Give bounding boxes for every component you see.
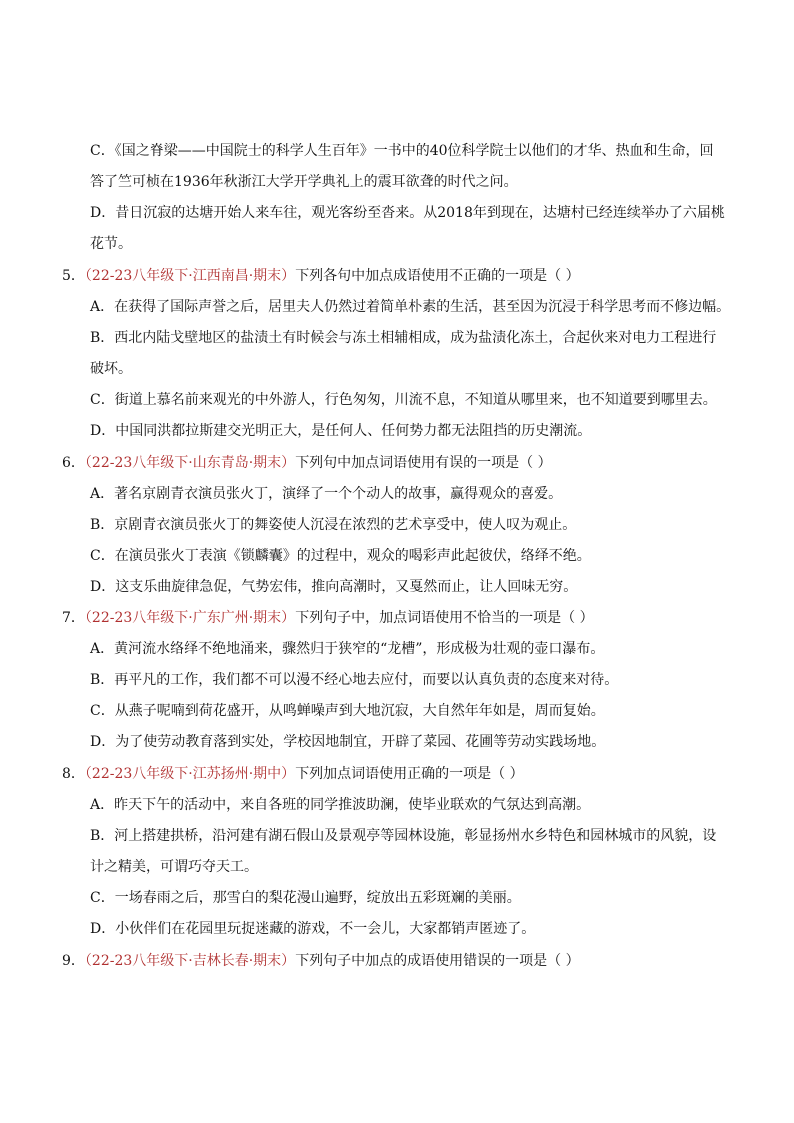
q5-option-b-line1: B．西北内陆戈壁地区的盐渍土有时候会与冻土相辅相成，成为盐渍化冻土，合起伙来对电力工程进行 <box>90 330 717 346</box>
question-source: （22-23八年级下·吉林长春·期末） <box>84 953 296 969</box>
question-source: （22-23八年级下·江西南昌·期末） <box>84 268 296 284</box>
question-5-stem <box>62 266 580 286</box>
q4-option-d-line1: D．昔日沉寂的达塘开始人来车往，观光客纷至沓来。从2018年到现在，达塘村已经连续举办了六届桃 <box>90 205 725 221</box>
question-9-stem <box>62 951 580 971</box>
q4-option-c-line2: 答了竺可桢在1936年秋浙江大学开学典礼上的震耳欲聋的时代之问。 <box>90 174 518 190</box>
q8-option-d: D．小伙伴们在花园里玩捉迷藏的游戏，不一会儿，大家都销声匿迹了。 <box>90 921 536 937</box>
q8-option-b-line1: B．河上搭建拱桥，沿河建有湖石假山及景观亭等园林设施，彰显扬州水乡特色和园林城市的风貌，设 <box>90 828 717 844</box>
question-text: 下列句中加点词语使用有误的一项是（ ） <box>295 455 552 471</box>
question-text: 下列句子中加点的成语使用错误的一项是（ ） <box>295 953 580 969</box>
q7-option-a: A．黄河流水络绎不绝地涌来，骤然归于狭窄的“龙槽”，形成极为壮观的壶口瀑布。 <box>90 641 605 657</box>
q8-option-c: C．一场春雨之后，那雪白的梨花漫山遍野，绽放出五彩斑斓的美丽。 <box>90 890 521 906</box>
question-6-stem <box>62 453 552 473</box>
question-8-stem <box>62 764 524 784</box>
q4-option-d-line2: 花节。 <box>90 236 132 252</box>
question-number: 9． <box>62 953 85 969</box>
q6-option-a: A．著名京剧青衣演员张火丁，演绎了一个个动人的故事，赢得观众的喜爱。 <box>90 486 563 502</box>
q7-option-b: B．再平凡的工作，我们都不可以漫不经心地去应付，而要以认真负责的态度来对待。 <box>90 672 619 688</box>
q6-option-d: D．这支乐曲旋律急促，气势宏伟，推向高潮时，又戛然而止，让人回味无穷。 <box>90 579 578 595</box>
question-number: 8． <box>62 766 85 782</box>
question-text: 下列加点词语使用正确的一项是（ ） <box>295 766 524 782</box>
question-text: 下列句子中，加点词语使用不恰当的一项是（ ） <box>295 610 594 626</box>
q5-option-a: A．在获得了国际声誉之后，居里夫人仍然过着简单朴素的生活，甚至因为沉浸于科学思考而不修边幅。 <box>90 299 731 315</box>
question-number: 5． <box>62 268 85 284</box>
q4-option-c-line1: C．《国之脊梁——中国院士的科学人生百年》一书中的40位科学院士以他们的才华、热血和生命，回 <box>90 143 714 159</box>
question-number: 7． <box>62 610 85 626</box>
question-source: （22-23八年级下·山东青岛·期末） <box>84 455 296 471</box>
question-number: 6． <box>62 455 85 471</box>
q6-option-b: B．京剧青衣演员张火丁的舞姿使人沉浸在浓烈的艺术享受中，使人叹为观止。 <box>90 517 577 533</box>
q5-option-b-line2: 破坏。 <box>90 361 132 377</box>
q6-option-c: C．在演员张火丁表演《锁麟囊》的过程中，观众的喝彩声此起彼伏，络绎不绝。 <box>90 548 591 564</box>
q5-option-d: D．中国同洪都拉斯建交光明正大，是任何人、任何势力都无法阻挡的历史潮流。 <box>90 423 592 439</box>
q8-option-b-line2: 计之精美，可谓巧夺天工。 <box>90 859 258 875</box>
question-text: 下列各句中加点成语使用不正确的一项是（ ） <box>295 268 580 284</box>
q8-option-a: A．昨天下午的活动中，来自各班的同学推波助澜，使毕业联欢的气氛达到高潮。 <box>90 797 591 813</box>
q5-option-c: C．街道上慕名前来观光的中外游人，行色匆匆，川流不息，不知道从哪里来，也不知道要到哪里去。 <box>90 392 717 408</box>
q7-option-d: D．为了使劳动教育落到实处，学校因地制宜，开辟了菜园、花圃等劳动实践场地。 <box>90 734 606 750</box>
question-7-stem <box>62 608 594 628</box>
q7-option-c: C．从燕子呢喃到荷花盛开，从鸣蝉噪声到大地沉寂，大自然年年如是，周而复始。 <box>90 703 605 719</box>
question-source: （22-23八年级下·江苏扬州·期中） <box>84 766 296 782</box>
question-source: （22-23八年级下·广东广州·期末） <box>84 610 296 626</box>
